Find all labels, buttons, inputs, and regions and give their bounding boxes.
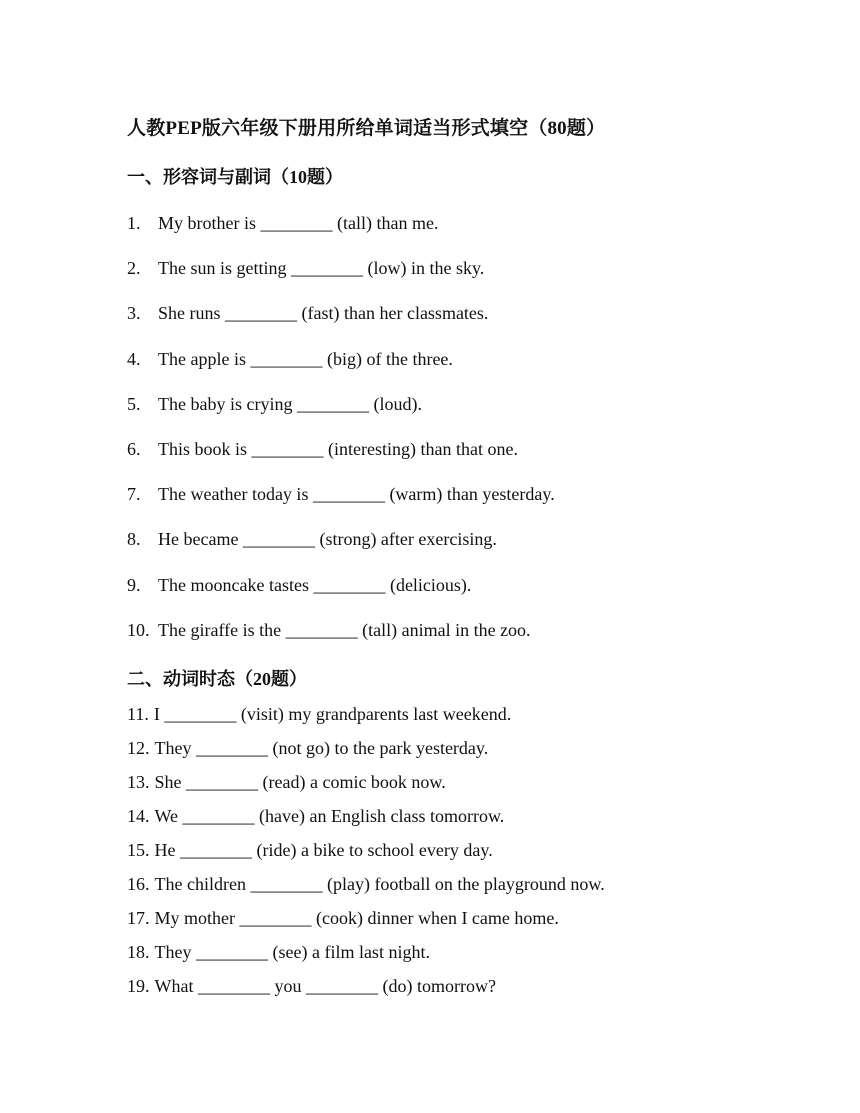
exercise-text: He became ________ (strong) after exercising.	[158, 529, 497, 550]
section-heading-adjectives-adverbs: 一、形容词与副词（10题）	[127, 167, 343, 187]
exercise-item	[127, 771, 605, 805]
exercise-number: 6.	[127, 438, 141, 459]
exercise-item	[127, 975, 605, 1009]
exercise-text: She runs ________ (fast) than her classmates.	[158, 303, 489, 324]
exercise-list-adjectives-adverbs	[127, 212, 555, 664]
exercise-text: We ________ (have) an English class tomorrow.	[154, 806, 505, 826]
exercise-text: They ________ (see) a film last night.	[154, 942, 430, 962]
exercise-item	[127, 393, 555, 438]
exercise-number: 5.	[127, 393, 141, 414]
exercise-number: 15.	[127, 840, 150, 860]
exercise-item	[127, 907, 605, 941]
exercise-text: The mooncake tastes ________ (delicious).	[158, 574, 472, 595]
exercise-number: 17.	[127, 908, 150, 928]
exercise-number: 2.	[127, 258, 141, 279]
exercise-number: 7.	[127, 484, 141, 505]
exercise-text: I ________ (visit) my grandparents last weekend.	[153, 704, 512, 724]
exercise-text: The baby is crying ________ (loud).	[158, 393, 422, 414]
exercise-item	[127, 302, 555, 347]
exercise-number: 9.	[127, 574, 141, 595]
exercise-item	[127, 839, 605, 873]
exercise-number: 13.	[127, 772, 150, 792]
exercise-number: 18.	[127, 942, 150, 962]
exercise-item	[127, 212, 555, 257]
exercise-text: The apple is ________ (big) of the three.	[158, 348, 453, 369]
exercise-list-verb-tenses	[127, 703, 605, 1009]
exercise-text: He ________ (ride) a bike to school every day.	[154, 840, 493, 860]
exercise-number: 11.	[127, 704, 149, 724]
exercise-text: She ________ (read) a comic book now.	[154, 772, 446, 792]
section-heading-verb-tenses: 二、动词时态（20题）	[127, 669, 307, 689]
exercise-number: 19.	[127, 976, 150, 996]
exercise-item	[127, 805, 605, 839]
exercise-item	[127, 483, 555, 528]
exercise-item	[127, 348, 555, 393]
exercise-text: The weather today is ________ (warm) than yesterday.	[158, 484, 555, 505]
exercise-item	[127, 941, 605, 975]
exercise-item	[127, 737, 605, 771]
exercise-number: 16.	[127, 874, 150, 894]
exercise-item	[127, 528, 555, 573]
exercise-item	[127, 873, 605, 907]
exercise-item	[127, 438, 555, 483]
exercise-number: 12.	[127, 738, 150, 758]
document-title: 人教PEP版六年级下册用所给单词适当形式填空（80题）	[127, 118, 606, 139]
exercise-number: 10.	[127, 619, 150, 640]
exercise-text: They ________ (not go) to the park yesterday.	[154, 738, 489, 758]
exercise-item	[127, 257, 555, 302]
exercise-item	[127, 619, 555, 664]
exercise-number: 1.	[127, 213, 141, 233]
exercise-text: The sun is getting ________ (low) in the sky.	[158, 258, 485, 279]
exercise-text: The children ________ (play) football on the playground now.	[154, 874, 605, 894]
exercise-item	[127, 703, 605, 737]
exercise-text: My brother is ________ (tall) than me.	[158, 213, 439, 233]
exercise-item	[127, 574, 555, 619]
exercise-number: 8.	[127, 529, 141, 550]
exercise-text: What ________ you ________ (do) tomorrow?	[154, 976, 496, 996]
exercise-number: 3.	[127, 303, 141, 324]
exercise-number: 14.	[127, 806, 150, 826]
exercise-text: My mother ________ (cook) dinner when I came home.	[154, 908, 559, 928]
exercise-text: This book is ________ (interesting) than that one.	[158, 438, 518, 459]
exercise-text: The giraffe is the ________ (tall) animal in the zoo.	[158, 619, 531, 640]
exercise-number: 4.	[127, 348, 141, 369]
